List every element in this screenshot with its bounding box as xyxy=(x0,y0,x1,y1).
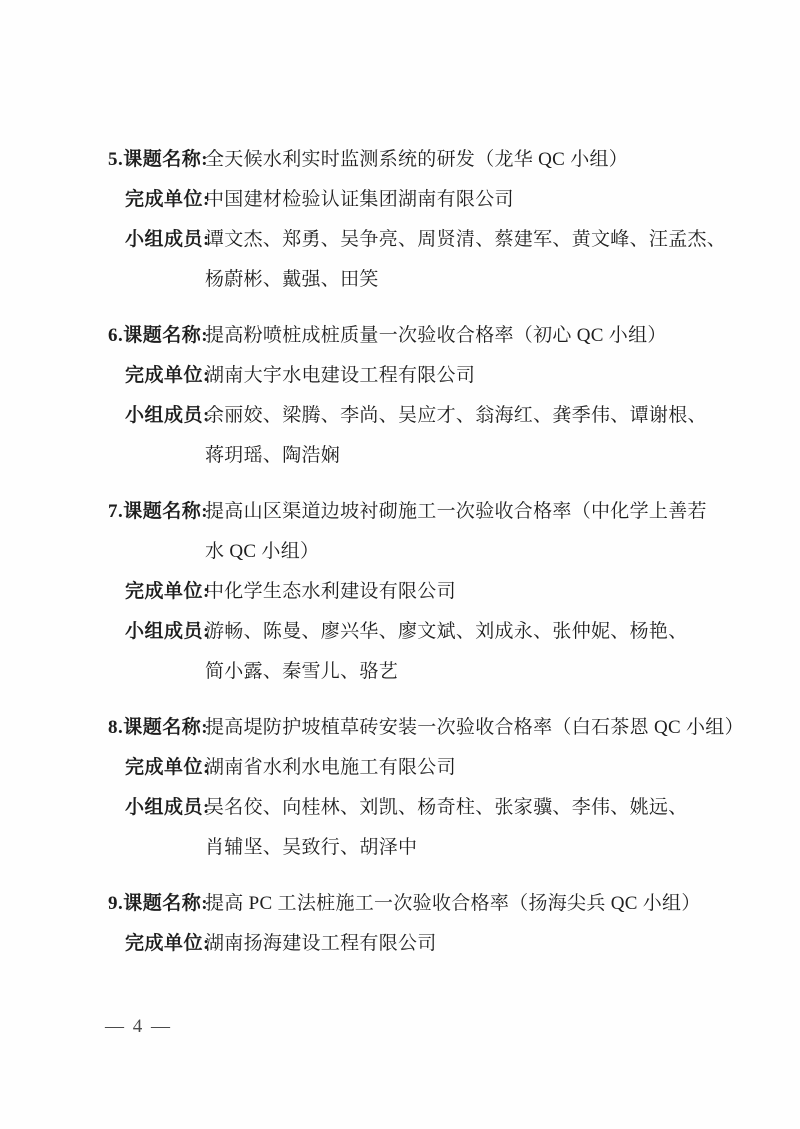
topic-title-label: 7.课题名称: xyxy=(108,501,209,522)
topic-title: 提高 PC 工法桩施工一次验收合格率（扬海尖兵 QC 小组） xyxy=(205,893,701,914)
topic-title-row xyxy=(0,140,800,180)
members-line: 谭文杰、郑勇、吴争亮、周贤清、蔡建军、黄文峰、汪孟杰、 xyxy=(205,229,727,250)
topic-title-row xyxy=(0,492,800,572)
members-line: 游畅、陈曼、廖兴华、廖文斌、刘成永、张仲妮、杨艳、 xyxy=(205,621,688,642)
members-line: 余丽姣、梁腾、李尚、吴应才、翁海红、龚季伟、谭谢根、 xyxy=(205,405,707,426)
members-row xyxy=(0,396,800,476)
topic-title-label: 9.课题名称: xyxy=(108,893,209,914)
topic-title-row xyxy=(0,316,800,356)
topic-title-continued: 水 QC 小组） xyxy=(205,541,320,562)
completing-unit-row xyxy=(0,924,800,964)
topic-title: 全天候水利实时监测系统的研发（龙华 QC 小组） xyxy=(205,149,629,170)
members-label: 小组成员: xyxy=(125,229,210,250)
members-label: 小组成员: xyxy=(125,797,210,818)
completing-unit-label: 完成单位: xyxy=(125,581,210,602)
qc-entry-8 xyxy=(0,708,800,868)
topic-title-label: 8.课题名称: xyxy=(108,717,209,738)
members-line: 简小露、秦雪儿、骆艺 xyxy=(205,661,399,682)
members-label: 小组成员: xyxy=(125,405,210,426)
topic-title-row xyxy=(0,708,800,748)
completing-unit: 湖南大宇水电建设工程有限公司 xyxy=(205,365,476,386)
members-label: 小组成员: xyxy=(125,621,210,642)
completing-unit: 湖南省水利水电施工有限公司 xyxy=(205,757,456,778)
completing-unit-label: 完成单位: xyxy=(125,365,210,386)
completing-unit: 湖南扬海建设工程有限公司 xyxy=(205,933,437,954)
document-body xyxy=(0,140,800,980)
topic-title: 提高山区渠道边坡衬砌施工一次验收合格率（中化学上善若 xyxy=(205,501,707,522)
members-line: 肖辅坚、吴致行、胡泽中 xyxy=(205,837,418,858)
qc-entry-7 xyxy=(0,492,800,692)
completing-unit-label: 完成单位: xyxy=(125,189,210,210)
topic-title: 提高堤防护坡植草砖安装一次验收合格率（白石茶恩 QC 小组） xyxy=(205,717,744,738)
members-row xyxy=(0,788,800,868)
topic-title-row xyxy=(0,884,800,924)
members-row xyxy=(0,220,800,300)
members-line: 吴名佼、向桂林、刘凯、杨奇柱、张家骥、李伟、姚远、 xyxy=(205,797,688,818)
page-number: — 4 — xyxy=(105,1016,172,1037)
completing-unit: 中化学生态水利建设有限公司 xyxy=(205,581,456,602)
completing-unit-label: 完成单位: xyxy=(125,757,210,778)
topic-title-label: 5.课题名称: xyxy=(108,149,209,170)
qc-entry-9 xyxy=(0,884,800,964)
qc-entry-5 xyxy=(0,140,800,300)
members-row xyxy=(0,612,800,692)
completing-unit-row xyxy=(0,572,800,612)
completing-unit: 中国建材检验认证集团湖南有限公司 xyxy=(205,189,514,210)
completing-unit-label: 完成单位: xyxy=(125,933,210,954)
topic-title: 提高粉喷桩成桩质量一次验收合格率（初心 QC 小组） xyxy=(205,325,667,346)
completing-unit-row xyxy=(0,180,800,220)
members-line: 蒋玥瑶、陶浩娴 xyxy=(205,445,341,466)
topic-title-label: 6.课题名称: xyxy=(108,325,209,346)
qc-entry-6 xyxy=(0,316,800,476)
completing-unit-row xyxy=(0,356,800,396)
completing-unit-row xyxy=(0,748,800,788)
members-line: 杨蔚彬、戴强、田笑 xyxy=(205,269,379,290)
